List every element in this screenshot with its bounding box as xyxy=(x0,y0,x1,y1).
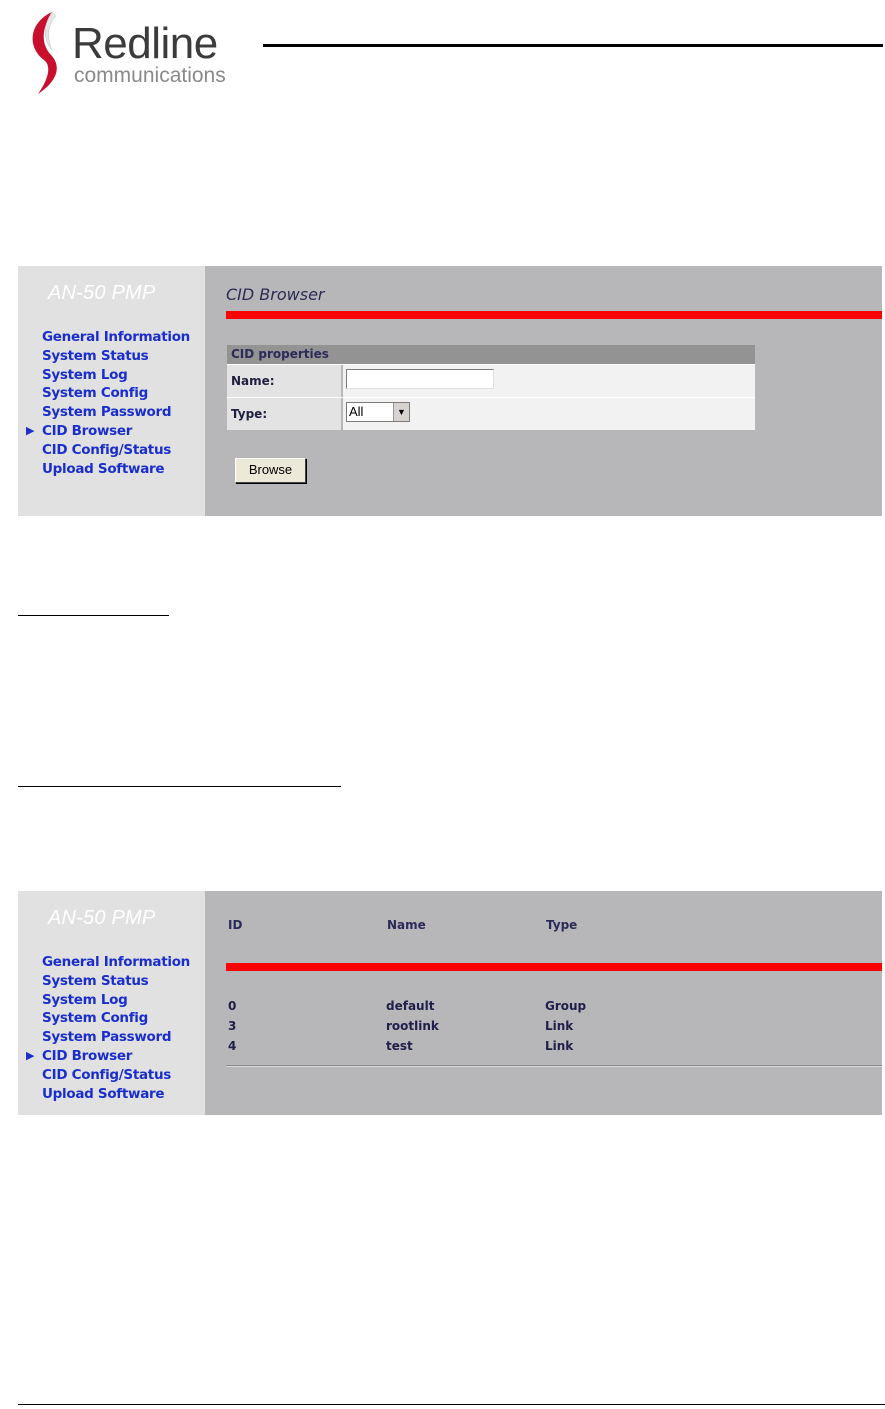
nav-upload-software[interactable] xyxy=(26,460,190,479)
nav-system-config[interactable] xyxy=(26,384,190,403)
cell-name: rootlink xyxy=(386,1019,439,1033)
name-cell xyxy=(343,365,755,397)
cell-type: Group xyxy=(545,999,587,1013)
section-underline xyxy=(18,786,341,787)
nav-label: CID Browser xyxy=(42,1047,133,1064)
column-header-id: ID xyxy=(228,918,243,932)
nav-label: System Status xyxy=(42,347,149,364)
type-row xyxy=(227,397,755,430)
nav-label: Upload Software xyxy=(42,460,165,477)
nav-label: System Log xyxy=(42,366,128,383)
cell-id: 0 xyxy=(228,999,237,1013)
nav-system-password[interactable] xyxy=(26,403,190,422)
nav-label: General Information xyxy=(42,329,190,345)
sidebar xyxy=(18,891,205,1115)
sidebar xyxy=(18,266,205,516)
nav-system-config[interactable] xyxy=(26,1009,190,1028)
nav-label: System Log xyxy=(42,991,128,1008)
header-divider xyxy=(226,963,882,971)
triangle-right-icon: ▶ xyxy=(26,1048,35,1062)
title-divider xyxy=(226,311,882,319)
name-row xyxy=(227,364,755,397)
main-content xyxy=(205,266,882,516)
results-divider xyxy=(226,1065,882,1067)
nav-system-log[interactable] xyxy=(26,366,190,385)
table-row[interactable] xyxy=(205,1016,882,1036)
nav-system-password[interactable] xyxy=(26,1028,190,1047)
nav-label: System Password xyxy=(42,1029,172,1046)
cid-properties-header: CID properties xyxy=(227,345,755,364)
nav-label: General Information xyxy=(42,954,190,970)
redline-logo xyxy=(22,8,262,98)
main-content xyxy=(205,891,882,1115)
nav-cid-config-status[interactable] xyxy=(26,1066,190,1085)
nav-cid-browser[interactable] xyxy=(26,422,190,441)
product-name: AN-50 PMP xyxy=(48,282,156,304)
browse-button[interactable]: Browse xyxy=(235,458,306,483)
nav-upload-software[interactable] xyxy=(26,1085,190,1104)
product-name: AN-50 PMP xyxy=(48,907,156,929)
cell-name: default xyxy=(386,999,435,1013)
nav-cid-config-status[interactable] xyxy=(26,441,190,460)
nav-label: System Status xyxy=(42,972,149,989)
cid-properties-table xyxy=(227,345,755,430)
column-header-name: Name xyxy=(387,918,426,932)
cell-name: test xyxy=(386,1039,413,1053)
nav-label: CID Browser xyxy=(42,422,133,439)
type-cell xyxy=(343,398,755,430)
sidebar-nav xyxy=(26,328,190,478)
header-rule xyxy=(263,44,883,47)
name-input[interactable] xyxy=(346,369,494,389)
logo-brand: Redline xyxy=(72,19,218,68)
cell-id: 4 xyxy=(228,1039,237,1053)
cell-id: 3 xyxy=(228,1019,237,1033)
redline-swoosh-icon xyxy=(22,8,72,98)
section-underline xyxy=(18,615,169,616)
name-label: Name: xyxy=(227,365,343,397)
nav-system-log[interactable] xyxy=(26,991,190,1010)
cid-browser-screenshot xyxy=(18,266,882,516)
cell-type: Link xyxy=(545,1039,574,1053)
nav-general-information[interactable] xyxy=(26,328,190,347)
nav-system-status[interactable] xyxy=(26,347,190,366)
cell-type: Link xyxy=(545,1019,574,1033)
triangle-right-icon: ▶ xyxy=(26,423,35,437)
nav-cid-browser[interactable] xyxy=(26,1047,190,1066)
nav-label: System Config xyxy=(42,385,148,402)
cid-browse-results-screenshot xyxy=(18,891,882,1115)
nav-system-status[interactable] xyxy=(26,972,190,991)
table-row[interactable] xyxy=(205,996,882,1016)
type-select[interactable] xyxy=(346,402,410,422)
nav-label: CID Config/Status xyxy=(42,1066,172,1083)
logo-tagline: communications xyxy=(74,64,226,87)
nav-label: CID Config/Status xyxy=(42,441,172,458)
nav-label: Upload Software xyxy=(42,1085,165,1102)
nav-label: System Config xyxy=(42,1010,148,1027)
type-select-value: All xyxy=(349,404,364,419)
type-label: Type: xyxy=(227,398,343,430)
nav-label: System Password xyxy=(42,404,172,421)
sidebar-nav xyxy=(26,953,190,1103)
page-title: CID Browser xyxy=(226,285,325,304)
footer-rule xyxy=(18,1404,885,1405)
nav-general-information[interactable] xyxy=(26,953,190,972)
column-header-type: Type xyxy=(546,918,578,932)
table-row[interactable] xyxy=(205,1036,882,1056)
chevron-down-icon[interactable]: ▼ xyxy=(393,403,409,421)
